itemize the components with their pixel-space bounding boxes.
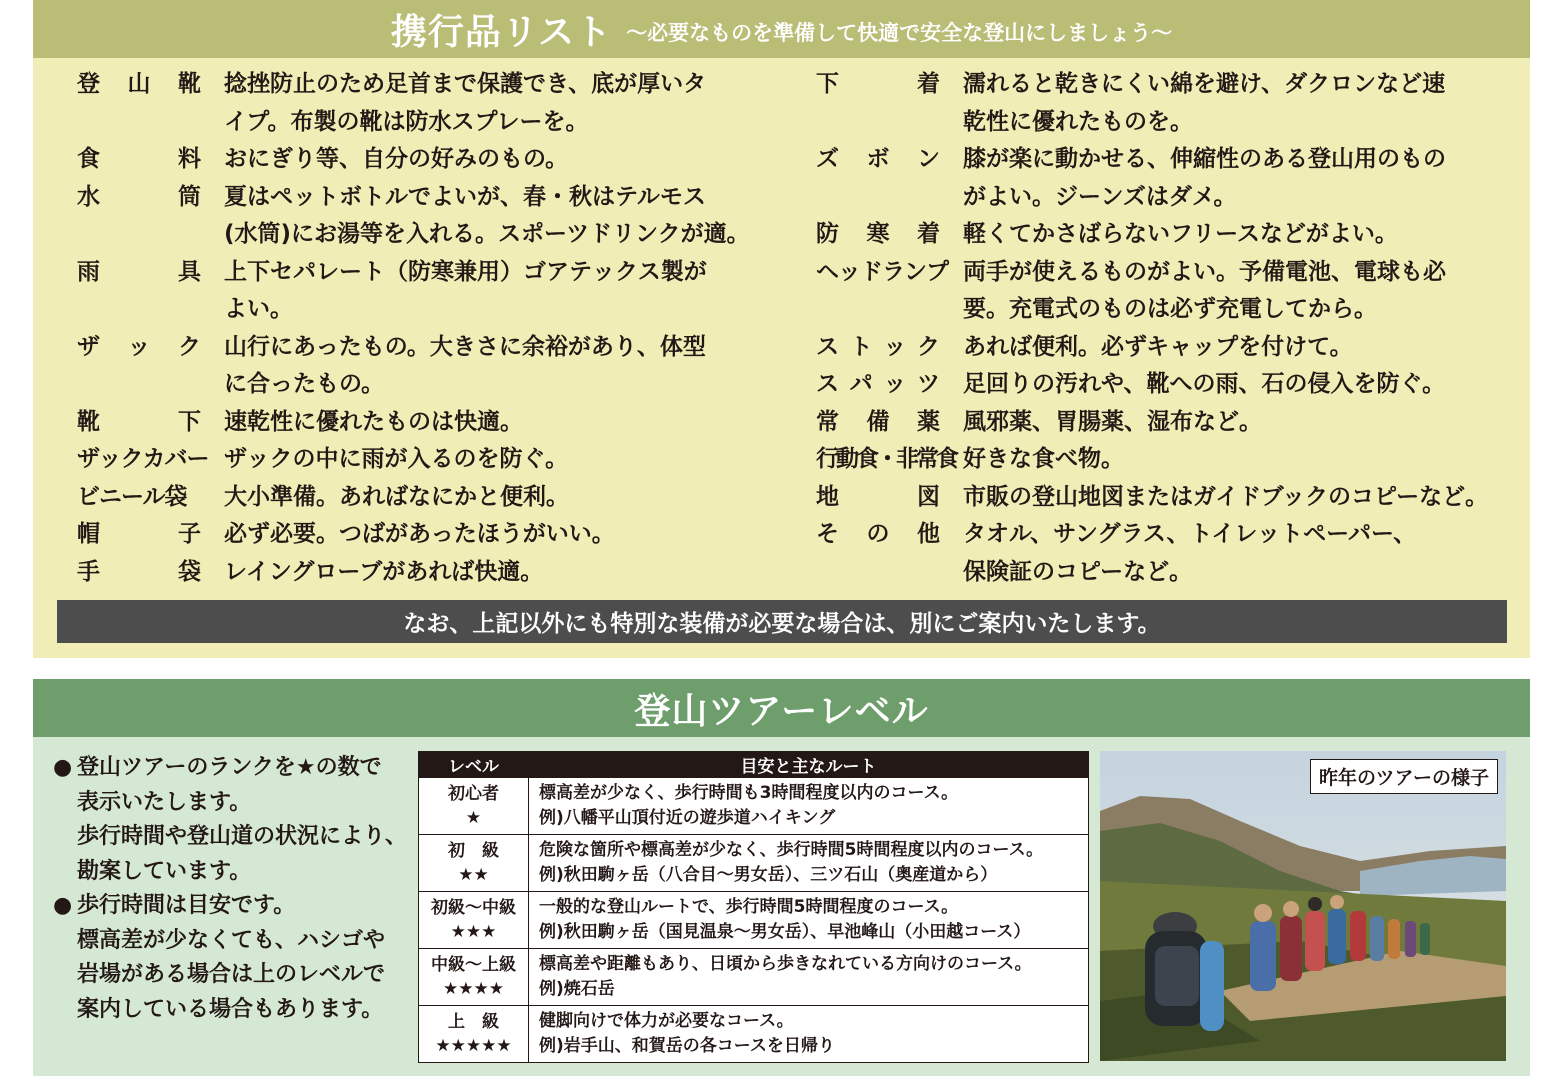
level-table bbox=[418, 751, 1089, 1063]
checklist-item bbox=[77, 516, 797, 554]
item-name: ザックカバー bbox=[77, 446, 209, 472]
item-name: ヘッドランプ bbox=[816, 258, 948, 285]
item-description: 市販の登山地図またはガイドブックのコピーなど。 bbox=[963, 483, 1489, 510]
item-name: 靴 下 bbox=[77, 408, 201, 435]
item-description: 濡れると乾きにくい綿を避け、ダクロンなど速 乾性に優れたものを。 bbox=[963, 71, 1446, 135]
checklist-item bbox=[816, 479, 1516, 517]
checklist-right-column bbox=[816, 66, 1516, 591]
photo-caption: 昨年のツアーの様子 bbox=[1310, 759, 1498, 794]
level-table-header bbox=[419, 752, 1089, 778]
star-rating-icon: ★★ bbox=[458, 865, 489, 885]
star-rating-icon: ★★★★ bbox=[443, 979, 504, 999]
item-name: 手 袋 bbox=[77, 558, 201, 585]
checklist-subtitle: ～必要なものを準備して快適で安全な登山にしましょう～ bbox=[626, 21, 1173, 45]
star-rating-icon: ★★★ bbox=[450, 922, 497, 942]
table-row bbox=[419, 949, 1089, 1006]
checklist-item bbox=[77, 179, 797, 254]
checklist-item bbox=[816, 404, 1516, 442]
checklist-title: 携行品リスト bbox=[390, 11, 613, 53]
notice-bar: なお、上記以外にも特別な装備が必要な場合は、別にご案内いたします。 bbox=[57, 600, 1507, 643]
route-line: 例)秋田駒ヶ岳（八合目～男女岳）、三ツ石山（奥産道から） bbox=[539, 865, 998, 885]
item-name: ズ ボ ン bbox=[816, 146, 940, 172]
checklist-header bbox=[33, 0, 1530, 58]
level-cell bbox=[419, 835, 529, 892]
route-cell bbox=[529, 778, 1089, 835]
note-line: 表示いたします。 bbox=[77, 789, 252, 815]
level-note bbox=[53, 751, 423, 889]
item-description: 捻挫防止のため足首まで保護でき、底が厚いタ イプ。布製の靴は防水スプレーを。 bbox=[224, 71, 707, 135]
item-name: そ の 他 bbox=[816, 521, 940, 547]
level-name: 初級～中級 bbox=[431, 898, 516, 918]
item-description: 軽くてかさばらないフリースなどがよい。 bbox=[963, 221, 1398, 247]
item-name: ビニール袋 bbox=[77, 483, 187, 510]
tour-level-section bbox=[33, 679, 1530, 1076]
item-description: あれば便利。必ずキャップを付けて。 bbox=[963, 333, 1353, 360]
checklist-item bbox=[77, 441, 797, 479]
header-level: レベル bbox=[419, 752, 529, 778]
item-description: 風邪薬、胃腸薬、湿布など。 bbox=[963, 408, 1262, 435]
note-line: 歩行時間は目安です。 bbox=[77, 893, 296, 918]
item-name: 防 寒 着 bbox=[816, 221, 940, 247]
checklist-item bbox=[77, 329, 797, 404]
level-note bbox=[53, 889, 423, 1027]
item-description: タオル、サングラス、トイレットペーパー、 保険証のコピーなど。 bbox=[963, 521, 1417, 585]
level-name: 中級～上級 bbox=[431, 955, 516, 975]
level-cell bbox=[419, 778, 529, 835]
route-cell bbox=[529, 949, 1089, 1006]
star-rating-icon: ★ bbox=[465, 808, 482, 828]
item-name: 常 備 薬 bbox=[816, 408, 940, 435]
route-line: 一般的な登山ルートで、歩行時間5時間程度のコース。 bbox=[539, 897, 959, 917]
route-cell bbox=[529, 892, 1089, 949]
bullet-icon: ● bbox=[53, 893, 73, 918]
level-cell bbox=[419, 1006, 529, 1063]
tour-photo bbox=[1100, 751, 1506, 1061]
checklist-item bbox=[816, 141, 1516, 216]
header-route: 目安と主なルート bbox=[529, 752, 1089, 778]
item-name: 水 筒 bbox=[77, 183, 201, 210]
table-row bbox=[419, 778, 1089, 835]
level-name: 初 級 bbox=[448, 841, 499, 861]
item-description: 山行にあったもの。大きさに余裕があり、体型 に合ったもの。 bbox=[224, 333, 706, 397]
checklist-item bbox=[77, 404, 797, 442]
hikers-photo-image bbox=[1100, 751, 1506, 1061]
item-description: 大小準備。あればなにかと便利。 bbox=[224, 483, 569, 510]
level-name: 上 級 bbox=[448, 1012, 499, 1032]
level-cell bbox=[419, 949, 529, 1006]
route-line: 危険な箇所や標高差が少なく、歩行時間5時間程度以内のコース。 bbox=[539, 840, 1044, 860]
checklist-item bbox=[77, 141, 797, 179]
checklist-item bbox=[816, 366, 1516, 404]
note-line: 岩場がある場合は上のレベルで bbox=[77, 962, 386, 987]
route-line: 例)八幡平山頂付近の遊歩道ハイキング bbox=[539, 808, 836, 828]
route-line: 例)焼石岳 bbox=[539, 979, 615, 999]
item-name: 食 料 bbox=[77, 146, 201, 172]
item-description: レイングローブがあれば快適。 bbox=[224, 558, 544, 585]
route-line: 標高差が少なく、歩行時間も3時間程度以内のコース。 bbox=[539, 783, 959, 803]
item-name: ス ト ッ ク bbox=[816, 333, 940, 360]
checklist-item bbox=[77, 66, 797, 141]
note-line: 勘案しています。 bbox=[77, 858, 252, 884]
note-line: 登山ツアーのランクを★の数で bbox=[77, 755, 382, 780]
tour-level-title: 登山ツアーレベル bbox=[634, 690, 929, 732]
item-name: 地 図 bbox=[816, 483, 940, 510]
item-name: 帽 子 bbox=[77, 521, 201, 547]
item-description: 夏はペットボトルでよいが、春・秋はテルモス (水筒)にお湯等を入れる。スポーツドリンクが適。 bbox=[224, 183, 750, 247]
route-line: 例)秋田駒ヶ岳（国見温泉～男女岳）、早池峰山（小田越コース） bbox=[539, 922, 1031, 942]
checklist-item bbox=[77, 554, 797, 592]
level-notes bbox=[53, 751, 423, 1027]
route-line: 健脚向けで体力が必要なコース。 bbox=[539, 1011, 794, 1031]
note-line: 標高差が少なくても、ハシゴや bbox=[77, 927, 386, 953]
route-line: 標高差や距離もあり、日頃から歩きなれている方向けのコース。 bbox=[539, 954, 1032, 974]
checklist-item bbox=[816, 254, 1516, 329]
star-rating-icon: ★★★★★ bbox=[435, 1036, 512, 1056]
level-cell bbox=[419, 892, 529, 949]
checklist-item bbox=[816, 216, 1516, 254]
table-row bbox=[419, 835, 1089, 892]
checklist-left-column bbox=[77, 66, 797, 591]
item-description: ザックの中に雨が入るのを防ぐ。 bbox=[224, 446, 569, 472]
level-name: 初心者 bbox=[448, 784, 499, 804]
table-row bbox=[419, 892, 1089, 949]
item-description: おにぎり等、自分の好みのもの。 bbox=[224, 146, 569, 172]
route-cell bbox=[529, 1006, 1089, 1063]
item-description: 速乾性に優れたものは快適。 bbox=[224, 408, 523, 435]
item-name: 下 着 bbox=[816, 71, 940, 97]
note-line: 案内している場合もあります。 bbox=[77, 996, 384, 1022]
checklist-item bbox=[77, 254, 797, 329]
item-description: 好きな食べ物。 bbox=[963, 446, 1124, 472]
checklist-item bbox=[816, 329, 1516, 367]
checklist-item bbox=[77, 479, 797, 517]
item-description: 両手が使えるものがよい。予備電池、電球も必 要。充電式のものは必ず充電してから。 bbox=[963, 258, 1446, 322]
item-name: ザ ッ ク bbox=[77, 333, 201, 360]
route-line: 例)岩手山、和賀岳の各コースを日帰り bbox=[539, 1036, 835, 1056]
bullet-icon: ● bbox=[53, 755, 73, 780]
item-description: 足回りの汚れや、靴への雨、石の侵入を防ぐ。 bbox=[963, 371, 1446, 397]
table-row bbox=[419, 1006, 1089, 1063]
checklist-item bbox=[816, 66, 1516, 141]
item-name: ス パ ッ ツ bbox=[816, 371, 940, 397]
tour-level-header bbox=[33, 679, 1530, 737]
item-name: 雨 具 bbox=[77, 258, 201, 285]
note-line: 歩行時間や登山道の状況により、 bbox=[77, 824, 408, 849]
item-description: 必ず必要。つばがあったほうがいい。 bbox=[224, 521, 615, 547]
item-description: 上下セパレート（防寒兼用）ゴアテックス製が よい。 bbox=[224, 258, 707, 322]
checklist-item bbox=[816, 441, 1516, 479]
checklist-item bbox=[816, 516, 1516, 591]
item-name: 行動食・非常食 bbox=[816, 446, 956, 472]
item-name: 登 山 靴 bbox=[77, 71, 201, 97]
checklist-section bbox=[33, 0, 1530, 658]
route-cell bbox=[529, 835, 1089, 892]
item-description: 膝が楽に動かせる、伸縮性のある登山用のもの がよい。ジーンズはダメ。 bbox=[963, 146, 1446, 210]
